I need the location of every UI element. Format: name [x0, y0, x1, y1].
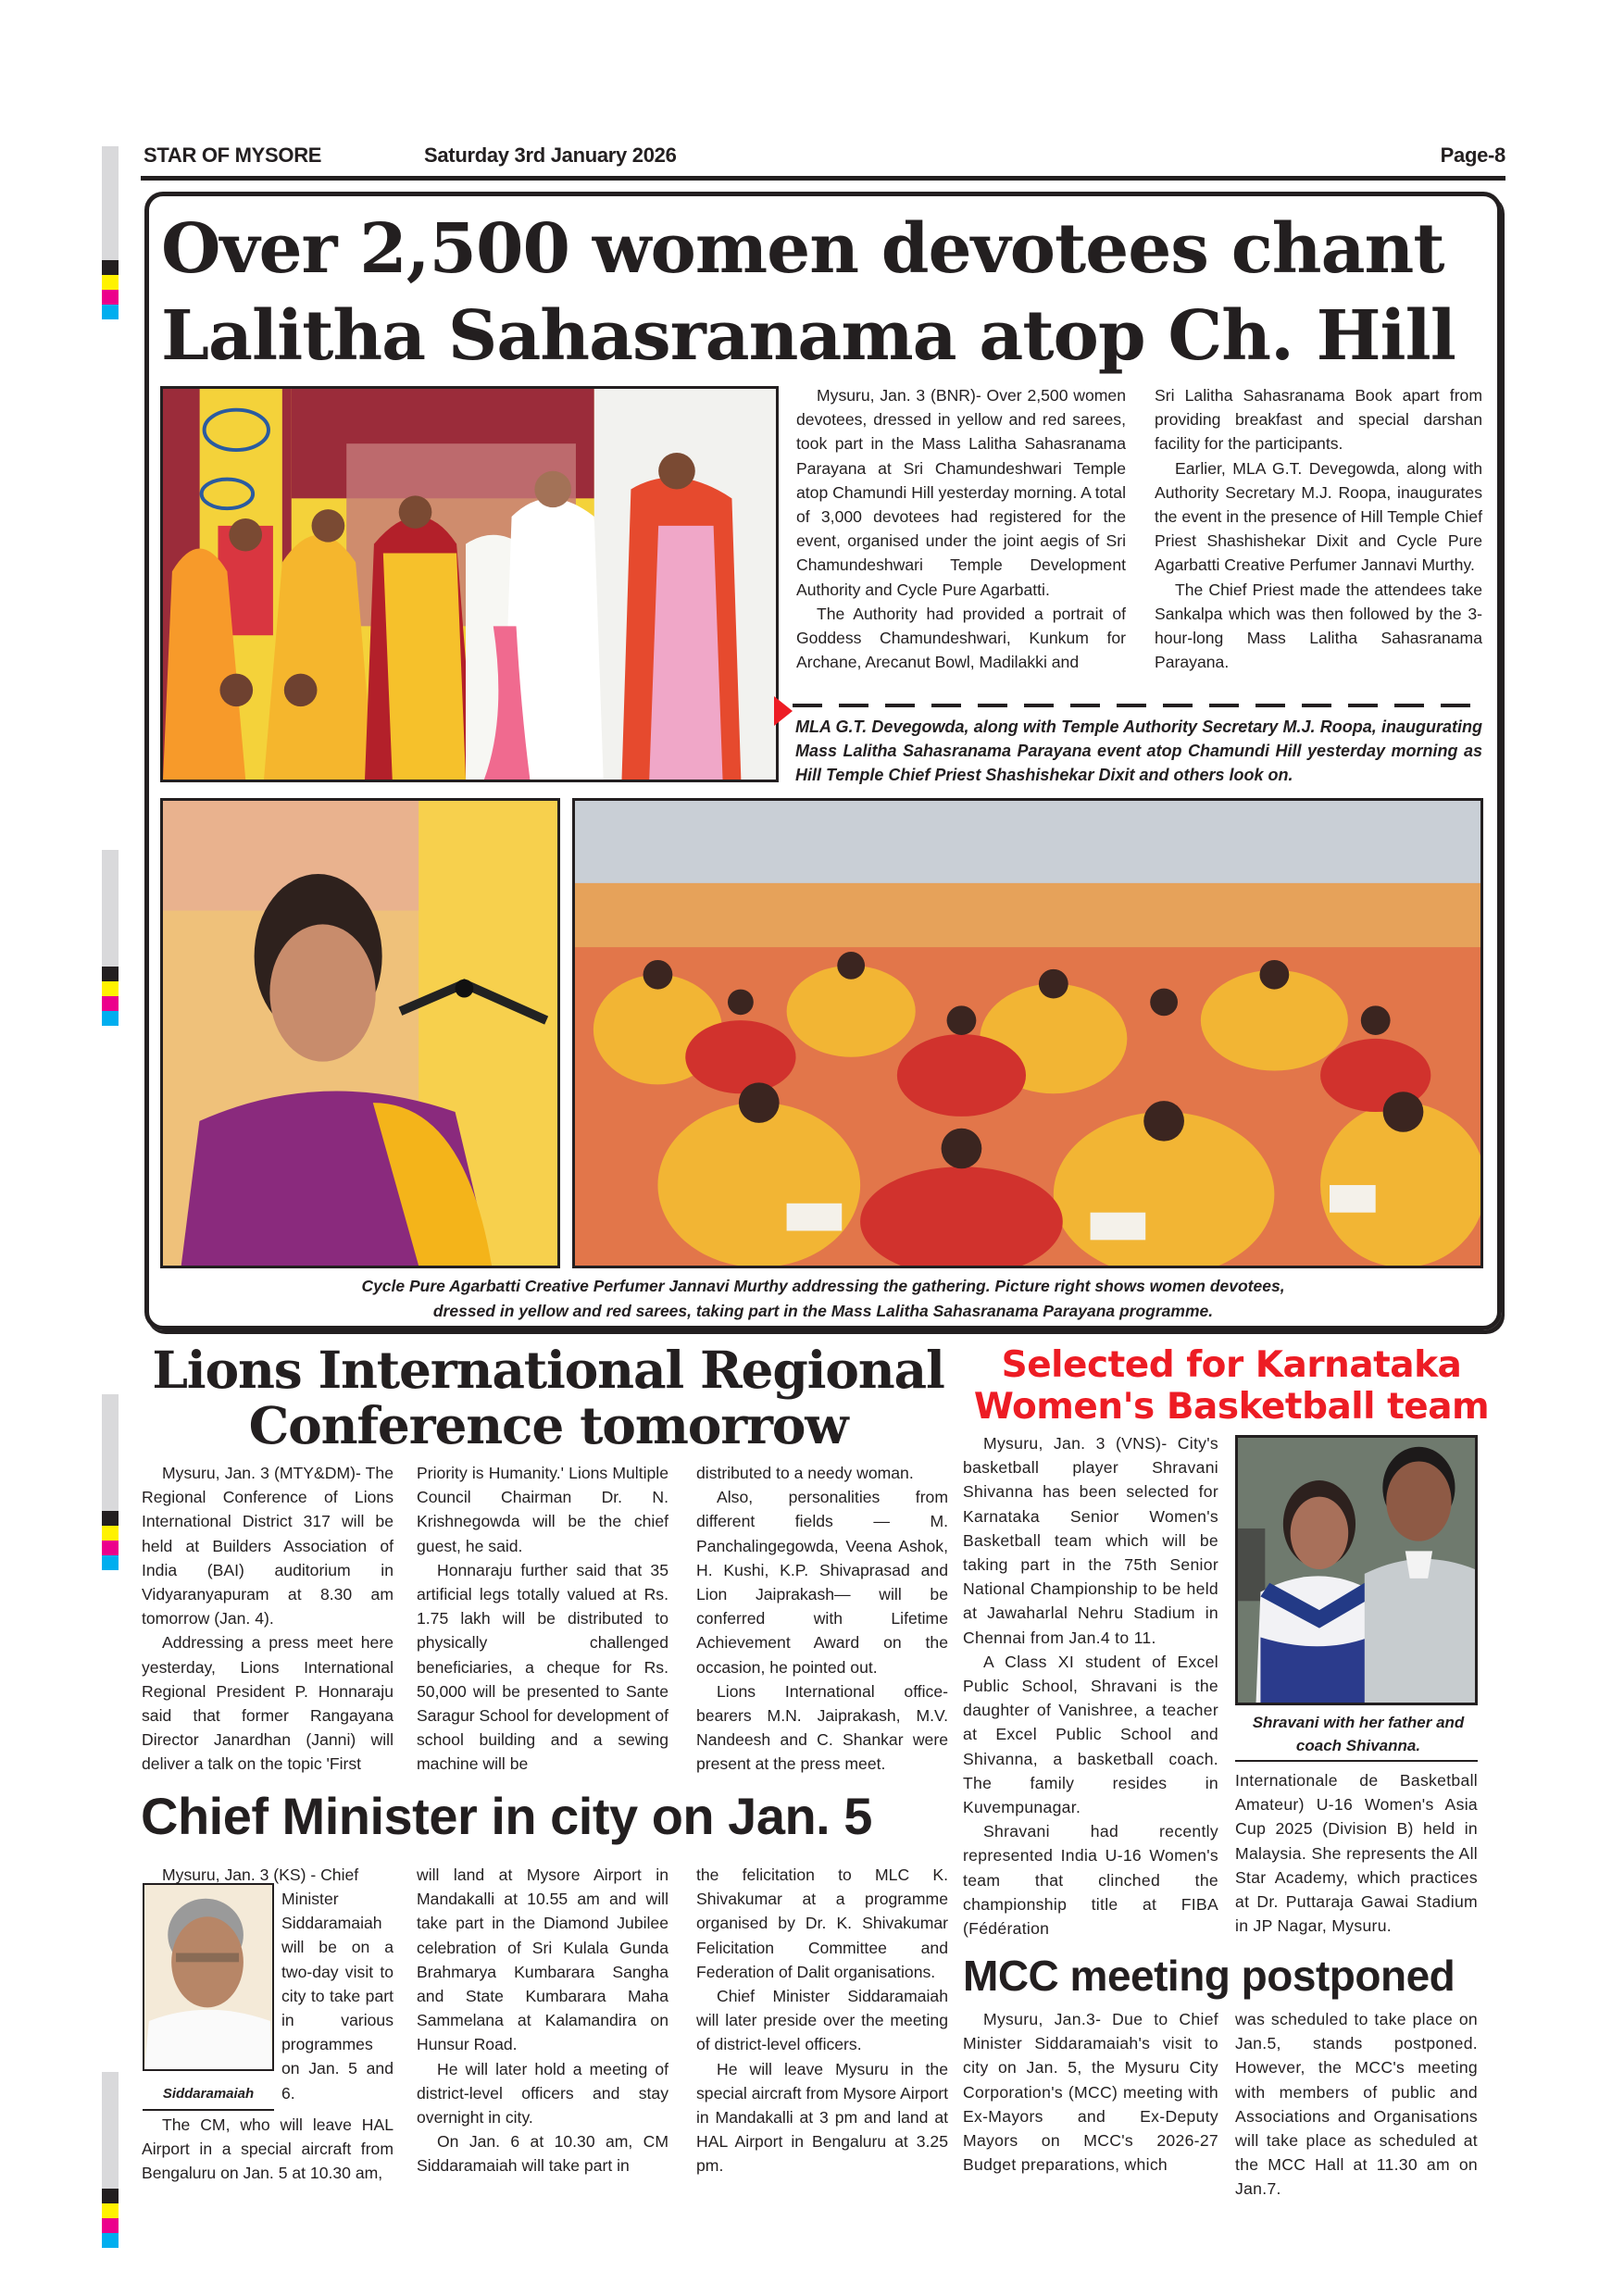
crowd-image: [575, 801, 1480, 1266]
shravani-photo: [1235, 1435, 1478, 1705]
cm-column-1-wrap: [281, 1887, 394, 2105]
paragraph: distributed to a needy woman.: [696, 1464, 914, 1482]
registration-mark: [102, 146, 119, 319]
lions-column-1: [142, 1461, 394, 1777]
paragraph: The Chief Priest made the attendees take Sankalpa which was then followed by the 3-hour-long Mass Lalitha Sahasranama Parayana.: [1155, 580, 1482, 672]
paragraph: Mysuru, Jan. 3 (BNR)- Over 2,500 women devotees, dressed in yellow and red sarees, took part in the Mass Lalitha Sahasranama Parayana at Sri Chamundeshwari Temple atop Chamundi Hill yesterday morning. A total of 3,000 devotees had registered for the event, organised under the joint aegis of Sri Chamundeshwari Temple Development Authority and Cycle Pure Agarbatti.: [796, 386, 1126, 599]
headline-line: Women's Basketball team: [973, 1386, 1490, 1428]
lions-column-2: [417, 1461, 668, 1777]
paragraph: He will leave Mysuru in the special aircraft from Mysore Airport in Mandakalli at 3 pm and land at HAL Airport in Bengaluru at 3.25 pm.: [696, 2059, 948, 2176]
lead-story-column-2: [1155, 383, 1482, 674]
speaker-photo: [160, 798, 560, 1268]
photo-caption: [163, 1274, 1483, 1324]
paragraph: Priority is Humanity.' Lions Multiple Council Chairman Dr. N. Krishnegowda will be the chief guest, he said.: [417, 1464, 668, 1555]
headline-line: Lalitha Sahasranama atop Ch. Hill: [161, 296, 1455, 376]
headline-line: Selected for Karnataka: [1001, 1344, 1462, 1386]
mcc-column-2: [1235, 2007, 1478, 2202]
paragraph: will land at Mysore Airport in Mandakalli at 10.55 am and will take part in the Diamond Jubilee celebration of Sri Kulala Gunda Brahmarya Kumbarara Sangha and State Kumbarara Maha Sammelana at Kalamandira on Hunsur Road.: [417, 1866, 668, 2054]
paragraph: Addressing a press meet here yesterday, Lions International Regional President P. Honnaraju said that former Rangayana Director Janardhan (Janni) will deliver a talk on the topic 'First: [142, 1633, 394, 1774]
lead-headline: [161, 206, 1485, 380]
paragraph: Honnaraju further said that 35 artificial legs totally valued at Rs. 1.75 lakh will be distributed to physically challenged beneficiaries, a cheque for Rs. 50,000 will be presented to Sante Saragur School for development of school building and a sewing machine will be: [417, 1560, 668, 1774]
lions-headline: [141, 1342, 956, 1454]
photo-caption: Shravani with her father and coach Shivanna.: [1252, 1714, 1465, 1754]
paragraph: the felicitation to MLC K. Shivakumar at a programme organised by Dr. K. Shivakumar Felicitation Committee and Federation of Dalit organisations.: [696, 1866, 948, 1981]
lamp-lighting-image: [163, 389, 776, 780]
devotees-crowd-photo: [572, 798, 1483, 1268]
issue-date: Saturday 3rd January 2026: [424, 144, 677, 167]
lamp-lighting-photo: [160, 386, 779, 782]
caption-pointer-icon: [774, 696, 793, 726]
dashed-divider: [793, 704, 1485, 707]
paragraph: Mysuru, Jan. 3 (MTY&DM)- The Regional Conference of Lions International District 317 will be held at Builders Association of India (BAI) auditorium in Vidyaranyapuram at 8.30 am tomorrow (Jan. 4).: [142, 1464, 394, 1628]
paragraph: Earlier, MLA G.T. Devegowda, along with Authority Secretary M.J. Roopa, inaugurates the event in the presence of Hill Temple Chief Priest Shashishekar Dixit and Cycle Pure Agarbatti Creative Perfumer Jannavi Murthy.: [1155, 458, 1482, 575]
paragraph: Also, personalities from different fields — M. Panchalingegowda, Veena Ashok, H. Kushi, K.P. Shivaprasad and Lion Jaiprakash— will be conferred with Lifetime Achievement Award on the occasion, he pointed out.: [696, 1488, 948, 1677]
headline-line: Over 2,500 women devotees chant: [161, 209, 1444, 289]
cm-column-3: [696, 1863, 948, 2178]
paragraph: Sri Lalitha Sahasranama Book apart from providing breakfast and special darshan facility for the participants.: [1155, 386, 1482, 454]
paragraph: A Class XI student of Excel Public School, Shravani is the daughter of Vanishree, a teacher at Excel Public School and Shivanna, a basketball coach. The family resides in Kuvempunagar.: [963, 1652, 1218, 1817]
caption-line: Cycle Pure Agarbatti Creative Perfumer Jannavi Murthy addressing the gathering. Picture right shows women devotees,: [361, 1277, 1285, 1295]
mcc-column-1: [963, 2007, 1218, 2177]
headline-line: Lions International Regional: [152, 1340, 944, 1400]
paragraph: On Jan. 6 at 10.30 am, CM Siddaramaiah will take part in: [417, 2132, 668, 2176]
basketball-column-2: [1235, 1768, 1478, 1938]
lead-story-column-1: [796, 383, 1126, 674]
masthead: [141, 144, 1505, 169]
paragraph: The CM, who will leave HAL Airport in a special aircraft from Bengaluru on Jan. 5 at 10.30 am,: [142, 2115, 394, 2183]
speaker-image: [163, 801, 557, 1266]
cm-column-2: [417, 1863, 668, 2178]
paragraph: Minister Siddaramaiah will be on a two-day visit to city to take part in various programmes on Jan. 5 and 6.: [281, 1890, 394, 2103]
shravani-image: [1238, 1438, 1475, 1703]
siddaramaiah-image: [144, 1885, 272, 2069]
basketball-column-1: [963, 1431, 1218, 1940]
caption-line: dressed in yellow and red sarees, taking part in the Mass Lalitha Sahasranama Parayana programme.: [432, 1302, 1214, 1320]
paragraph: Shravani had recently represented India U-16 Women's team that clinched the championship title at FIBA (Fédération: [963, 1822, 1218, 1939]
headline-line: Conference tomorrow: [248, 1395, 848, 1455]
paragraph: Mysuru, Jan.3- Due to Chief Minister Siddaramaiah's visit to city on Jan. 5, the Mysuru City Corporation's (MCC) meeting with Ex-Mayors and Ex-Deputy Mayors on MCC's 2026-27 Budget preparations, which: [963, 2010, 1218, 2175]
masthead-rule: [141, 176, 1505, 181]
registration-mark: [102, 850, 119, 1026]
paragraph: Internationale de Basketball Amateur) U-16 Women's Asia Cup 2025 (Division B) held in Malaysia. She represents the All Star Academy, which practices at Dr. Puttaraja Gawai Stadium in JP Nagar, Mysuru.: [1235, 1771, 1478, 1936]
caption-underline: [143, 2109, 274, 2111]
registration-mark: [102, 2072, 119, 2248]
photo-label: Siddaramaiah: [162, 2086, 255, 2102]
cm-column-1-after: [142, 2113, 394, 2186]
mcc-headline: MCC meeting postponed: [963, 1952, 1455, 2000]
paragraph: Mysuru, Jan. 3 (VNS)- City's basketball player Shravani Shivanna has been selected for Karnataka Senior Women's Basketball team which will be taking part in the 75th Senior National Championship to be held at Jawaharlal Nehru Stadium in Chennai from Jan.4 to 11.: [963, 1434, 1218, 1647]
paragraph: He will later hold a meeting of district-level officers and stay overnight in city.: [417, 2059, 668, 2128]
paragraph: The Authority had provided a portrait of Goddess Chamundeshwari, Kunkum for Archane, Arecanut Bowl, Madilakki and: [796, 604, 1126, 672]
registration-mark: [102, 1394, 119, 1570]
lions-column-3: [696, 1461, 948, 1777]
paragraph: Lions International office-bearers M.N. Jaiprakash, M.V. Nandeesh and C. Shankar were present at the press meet.: [696, 1681, 948, 1774]
cm-headline: Chief Minister in city on Jan. 5: [141, 1787, 872, 1845]
basketball-headline: [963, 1344, 1500, 1428]
siddaramaiah-photo: [143, 1883, 274, 2071]
caption-underline: [1235, 1760, 1478, 1762]
paragraph: was scheduled to take place on Jan.5, stands postponed. However, the MCC's meeting with members of public and Associations and Organisations will take place as scheduled at the MCC Hall at 11.30 am on Jan.7.: [1235, 2010, 1478, 2199]
dateline: Mysuru, Jan. 3 (KS) - Chief: [162, 1866, 359, 1884]
photo-caption: MLA G.T. Devegowda, along with Temple Authority Secretary M.J. Roopa, inaugurating Mass Lalitha Sahasranama Parayana event atop Chamundi Hill yesterday morning as Hill Temple Chief Priest Shashishekar Dixit and others look on.: [795, 718, 1482, 784]
paragraph: Chief Minister Siddaramaiah will later preside over the meeting of district-level officers.: [696, 1987, 948, 2054]
page-number: Page-8: [1440, 144, 1505, 167]
paper-name: STAR OF MYSORE: [144, 144, 322, 167]
